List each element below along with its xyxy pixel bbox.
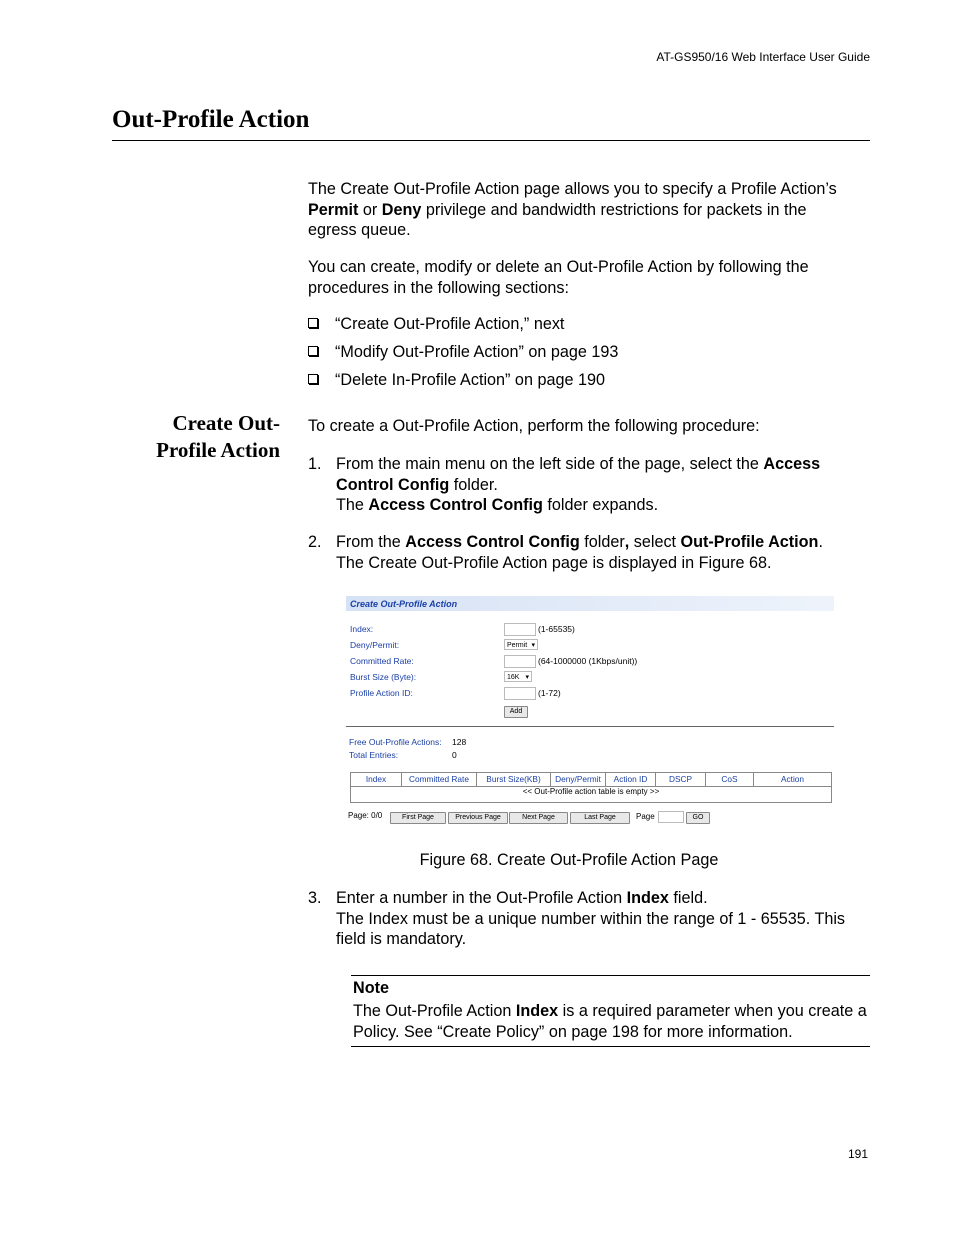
free-actions-label: Free Out-Profile Actions: [349, 737, 442, 747]
add-button[interactable]: Add [504, 706, 528, 718]
previous-page-button[interactable]: Previous Page [448, 812, 508, 824]
intro-paragraph-1: The Create Out-Profile Action page allows you to specify a Profile Action’s Permit or Deny privilege and bandwidth restrictions for packets in the egress queue. [308, 180, 837, 239]
chevron-down-icon: ▾ [531, 642, 535, 649]
procedure-lead: To create a Out-Profile Action, perform the following procedure: [308, 417, 760, 435]
list-item: “Modify Out-Profile Action” on page 193 [308, 343, 618, 362]
running-header: AT-GS950/16 Web Interface User Guide [656, 50, 870, 64]
checkbox-bullet-icon [308, 346, 318, 356]
column-header: Action ID [606, 773, 656, 787]
free-actions-value: 128 [452, 737, 467, 747]
committed-rate-label: Committed Rate: [350, 656, 414, 666]
burst-size-label: Burst Size (Byte): [350, 672, 417, 682]
committed-rate-hint: (64-1000000 (1Kbps/unit)) [538, 656, 638, 666]
chevron-down-icon: ▾ [525, 674, 529, 681]
figure-title-bar: Create Out-Profile Action [346, 596, 834, 611]
note-top-rule [351, 975, 870, 976]
deny-permit-select[interactable]: Permit ▾ [504, 639, 538, 650]
profile-action-id-input[interactable] [504, 687, 536, 700]
profile-action-id-label: Profile Action ID: [350, 688, 413, 698]
profile-action-id-hint: (1-72) [538, 688, 561, 698]
note-box [351, 975, 870, 1047]
column-header: Burst Size(KB) [477, 773, 551, 787]
column-header: Committed Rate [402, 773, 477, 787]
total-entries-label: Total Entries: [349, 750, 399, 760]
figure-caption: Figure 68. Create Out-Profile Action Page [419, 851, 719, 869]
index-hint: (1-65535) [538, 624, 575, 634]
deny-permit-label: Deny/Permit: [350, 640, 400, 650]
index-label: Index: [350, 624, 374, 634]
last-page-button[interactable]: Last Page [570, 812, 630, 824]
note-text: The Out-Profile Action Index is a required parameter when you create a Policy. See “Create Policy” on page 198 for more information. [353, 1002, 867, 1041]
first-page-button[interactable]: First Page [390, 812, 446, 824]
index-input[interactable] [504, 623, 536, 636]
column-header: Deny/Permit [551, 773, 606, 787]
intro-paragraph-2: You can create, modify or delete an Out-Profile Action by following the procedures in the following sections: [308, 258, 809, 297]
column-header: Index [351, 773, 402, 787]
empty-table-message: << Out-Profile action table is empty >> [522, 787, 660, 796]
checkbox-bullet-icon [308, 318, 318, 328]
divider [346, 726, 834, 727]
column-header: Action [754, 773, 831, 787]
section-title: Out-Profile Action [112, 106, 310, 133]
title-rule [112, 140, 870, 141]
page-field-label: Page [636, 812, 655, 821]
next-page-button[interactable]: Next Page [509, 812, 568, 824]
column-header: CoS [706, 773, 754, 787]
go-button[interactable]: GO [686, 812, 710, 824]
note-heading: Note [353, 979, 389, 997]
committed-rate-input[interactable] [504, 655, 536, 668]
figure-create-out-profile-action [346, 596, 836, 828]
page-number: 191 [847, 1147, 868, 1161]
checkbox-bullet-icon [308, 374, 318, 384]
burst-size-select[interactable]: 16K ▾ [504, 671, 532, 682]
list-item: “Delete In-Profile Action” on page 190 [308, 371, 605, 390]
total-entries-value: 0 [452, 750, 457, 760]
subsection-heading: Create Out- Profile Action [156, 411, 280, 462]
column-header: DSCP [656, 773, 706, 787]
list-item: “Create Out-Profile Action,” next [308, 315, 564, 334]
page-status: Page: 0/0 [348, 811, 383, 820]
action-table [350, 772, 832, 803]
page-number-input[interactable] [658, 811, 684, 823]
note-bottom-rule [351, 1046, 870, 1047]
